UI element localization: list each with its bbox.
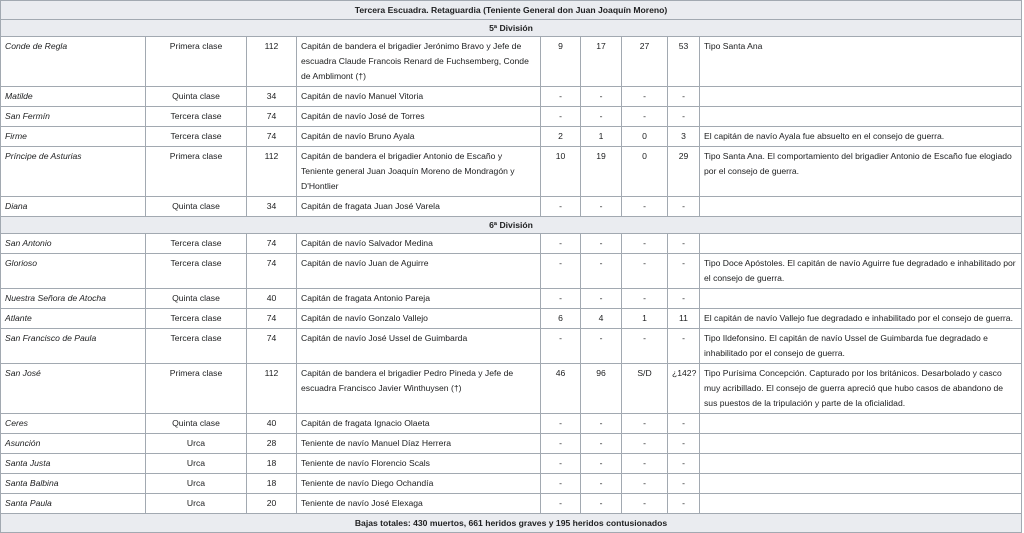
commander: Teniente de navío Diego Ochandía [297,474,541,494]
table-row [1,414,1022,434]
notes: Tipo Purísima Concepción. Capturado por los británicos. Desarbolado y casco muy acribillado. El consejo de guerra apreció que hubo casos de abandono de sus puestos de la tripulación y parte de la oficialidad. [700,364,1022,414]
ship-class: Tercera clase [146,127,247,147]
casualty-value: - [668,289,700,309]
casualty-value: - [622,197,668,217]
notes [700,234,1022,254]
casualty-value: - [668,494,700,514]
casualty-value: 4 [581,309,622,329]
casualty-value: - [668,197,700,217]
commander: Capitán de fragata Ignacio Olaeta [297,414,541,434]
casualty-value: 1 [581,127,622,147]
gun-count: 28 [247,434,297,454]
ship-class: Quinta clase [146,87,247,107]
ship-name: Ceres [1,414,146,434]
table-row [1,494,1022,514]
casualty-value: - [541,107,581,127]
notes [700,289,1022,309]
commander: Capitán de navío Salvador Medina [297,234,541,254]
table-row [1,37,1022,87]
table-row [1,474,1022,494]
casualty-value: - [541,197,581,217]
footer-row [1,514,1022,533]
casualty-value: 46 [541,364,581,414]
casualty-value: - [581,87,622,107]
commander: Teniente de navío Manuel Díaz Herrera [297,434,541,454]
gun-count: 74 [247,107,297,127]
casualty-value: - [581,454,622,474]
notes [700,454,1022,474]
casualty-value: - [581,329,622,364]
notes [700,474,1022,494]
casualty-value: 0 [622,147,668,197]
casualty-value: - [622,454,668,474]
gun-count: 74 [247,309,297,329]
casualty-value: - [541,289,581,309]
casualty-value: 9 [541,37,581,87]
table-row [1,147,1022,197]
casualty-value: 11 [668,309,700,329]
gun-count: 112 [247,147,297,197]
notes [700,197,1022,217]
commander: Capitán de bandera el brigadier Pedro Pineda y Jefe de escuadra Francisco Javier Winthuysen (†) [297,364,541,414]
casualty-value: - [541,87,581,107]
casualty-value: - [581,107,622,127]
ship-name: San Francisco de Paula [1,329,146,364]
gun-count: 18 [247,454,297,474]
fleet-table-body [1,1,1022,533]
commander: Capitán de navío Bruno Ayala [297,127,541,147]
gun-count: 34 [247,87,297,107]
commander: Capitán de navío José Ussel de Guimbarda [297,329,541,364]
gun-count: 74 [247,254,297,289]
gun-count: 18 [247,474,297,494]
casualty-value: - [622,234,668,254]
casualty-value: - [622,434,668,454]
ship-class: Quinta clase [146,197,247,217]
division-title: 6ª División [1,217,1022,234]
notes [700,107,1022,127]
casualty-value: 10 [541,147,581,197]
ship-name: Glorioso [1,254,146,289]
commander: Capitán de bandera el brigadier Antonio de Escaño y Teniente general Juan Joaquín Moreno de Mondragón y D'Hontlier [297,147,541,197]
ship-class: Tercera clase [146,329,247,364]
casualty-value: - [541,254,581,289]
casualty-value: - [622,107,668,127]
casualty-value: 3 [668,127,700,147]
ship-class: Primera clase [146,364,247,414]
gun-count: 112 [247,37,297,87]
notes [700,494,1022,514]
ship-name: Santa Paula [1,494,146,514]
casualty-value: S/D [622,364,668,414]
gun-count: 40 [247,414,297,434]
ship-name: Matilde [1,87,146,107]
commander: Capitán de fragata Antonio Pareja [297,289,541,309]
casualty-value: - [622,289,668,309]
ship-class: Tercera clase [146,254,247,289]
table-row [1,434,1022,454]
gun-count: 20 [247,494,297,514]
gun-count: 40 [247,289,297,309]
ship-class: Tercera clase [146,234,247,254]
total-casualties: Bajas totales: 430 muertos, 661 heridos graves y 195 heridos contusionados [1,514,1022,533]
casualty-value: - [541,434,581,454]
casualty-value: 53 [668,37,700,87]
table-row [1,127,1022,147]
commander: Capitán de navío Juan de Aguirre [297,254,541,289]
casualty-value: - [668,87,700,107]
casualty-value: - [541,234,581,254]
casualty-value: - [668,254,700,289]
ship-class: Tercera clase [146,309,247,329]
ship-class: Tercera clase [146,107,247,127]
casualty-value: - [541,454,581,474]
gun-count: 74 [247,234,297,254]
casualty-value: - [581,414,622,434]
ship-name: San Fermín [1,107,146,127]
ship-class: Quinta clase [146,289,247,309]
notes [700,414,1022,434]
casualty-value: - [581,494,622,514]
commander: Teniente de navío Florencio Scals [297,454,541,474]
notes [700,87,1022,107]
casualty-value: - [581,289,622,309]
commander: Capitán de navío Gonzalo Vallejo [297,309,541,329]
gun-count: 112 [247,364,297,414]
casualty-value: - [668,234,700,254]
ship-class: Urca [146,454,247,474]
notes [700,434,1022,454]
casualty-value: - [541,329,581,364]
casualty-value: 19 [581,147,622,197]
ship-class: Primera clase [146,37,247,87]
notes: Tipo Santa Ana [700,37,1022,87]
casualty-value: - [581,197,622,217]
table-row [1,254,1022,289]
commander: Capitán de fragata Juan José Varela [297,197,541,217]
ship-name: Conde de Regla [1,37,146,87]
ship-name: Santa Justa [1,454,146,474]
table-row [1,364,1022,414]
ship-name: Atlante [1,309,146,329]
division-header-row [1,217,1022,234]
ship-name: Santa Balbina [1,474,146,494]
ship-class: Urca [146,434,247,454]
table-row [1,87,1022,107]
table-row [1,197,1022,217]
casualty-value: - [541,494,581,514]
casualty-value: 96 [581,364,622,414]
casualty-value: - [668,329,700,364]
ship-name: Nuestra Señora de Atocha [1,289,146,309]
casualty-value: - [581,474,622,494]
commander: Teniente de navío José Elexaga [297,494,541,514]
casualty-value: - [581,434,622,454]
ship-class: Urca [146,474,247,494]
ship-class: Quinta clase [146,414,247,434]
casualty-value: 0 [622,127,668,147]
table-row [1,329,1022,364]
casualty-value: - [581,234,622,254]
commander: Capitán de navío José de Torres [297,107,541,127]
casualty-value: - [541,474,581,494]
table-row [1,107,1022,127]
notes: Tipo Santa Ana. El comportamiento del brigadier Antonio de Escaño fue elogiado por el consejo de guerra. [700,147,1022,197]
ship-name: San José [1,364,146,414]
casualty-value: - [622,87,668,107]
commander: Capitán de bandera el brigadier Jerónimo Bravo y Jefe de escuadra Claude Francois Renard de Fuchsemberg, Conde de Amblimont (†) [297,37,541,87]
casualty-value: 1 [622,309,668,329]
casualty-value: - [622,329,668,364]
casualty-value: - [668,434,700,454]
casualty-value: - [668,414,700,434]
notes: El capitán de navío Vallejo fue degradado e inhabilitado por el consejo de guerra. [700,309,1022,329]
casualty-value: - [622,414,668,434]
notes: El capitán de navío Ayala fue absuelto en el consejo de guerra. [700,127,1022,147]
casualty-value: 17 [581,37,622,87]
ship-name: Diana [1,197,146,217]
casualty-value: - [668,107,700,127]
table-row [1,309,1022,329]
casualty-value: - [541,414,581,434]
table-row [1,289,1022,309]
ship-name: Príncipe de Asturias [1,147,146,197]
table-title: Tercera Escuadra. Retaguardia (Teniente General don Juan Joaquín Moreno) [1,1,1022,20]
division-title: 5ª División [1,20,1022,37]
casualty-value: 2 [541,127,581,147]
gun-count: 34 [247,197,297,217]
casualty-value: 29 [668,147,700,197]
casualty-value: 6 [541,309,581,329]
gun-count: 74 [247,329,297,364]
notes: Tipo Ildefonsino. El capitán de navío Ussel de Guimbarda fue degradado e inhabilitado por el consejo de guerra. [700,329,1022,364]
ship-class: Urca [146,494,247,514]
notes: Tipo Doce Apóstoles. El capitán de navío Aguirre fue degradado e inhabilitado por el consejo de guerra. [700,254,1022,289]
ship-name: Asunción [1,434,146,454]
casualty-value: - [622,254,668,289]
casualty-value: - [622,494,668,514]
table-row [1,454,1022,474]
gun-count: 74 [247,127,297,147]
casualty-value: - [622,474,668,494]
casualty-value: - [668,454,700,474]
casualty-value: ¿142? [668,364,700,414]
ship-name: Firme [1,127,146,147]
division-header-row [1,20,1022,37]
casualty-value: 27 [622,37,668,87]
table-row [1,234,1022,254]
casualty-value: - [668,474,700,494]
ship-name: San Antonio [1,234,146,254]
ship-class: Primera clase [146,147,247,197]
casualty-value: - [581,254,622,289]
commander: Capitán de navío Manuel Vitoria [297,87,541,107]
